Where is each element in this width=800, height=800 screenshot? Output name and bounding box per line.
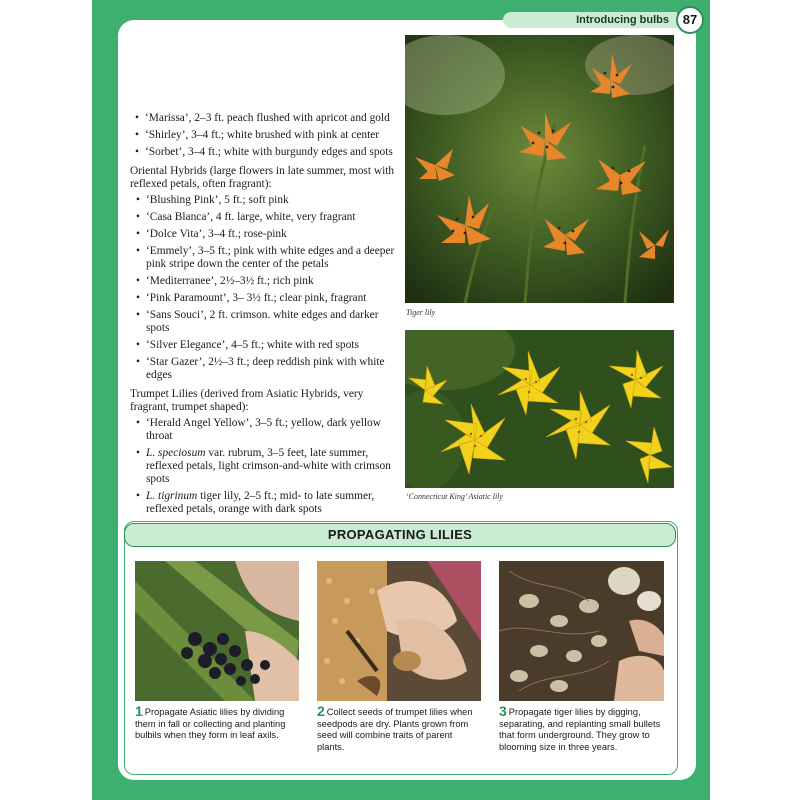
step-description: Propagate tiger lilies by digging, separating, and replanting small bullets that form underground. They grow to blooming size in three years. xyxy=(499,707,661,752)
tiger-lily-photo xyxy=(405,35,674,303)
bulblets-illustration xyxy=(499,561,664,701)
list-item: • ‘Marissa’, 2–3 ft. peach flushed with apricot and gold xyxy=(130,112,398,125)
trumpet-lilies-heading: Trumpet Lilies (derived from Asiatic Hybrids, very fragrant, trumpet shaped): xyxy=(130,388,364,413)
list-item: • ‘Star Gazer’, 2½–3 ft.; deep reddish pink with white edges xyxy=(130,356,398,382)
asiatic-lily-illustration xyxy=(405,330,674,488)
trumpet-cultivar-list xyxy=(130,417,398,516)
list-item: • ‘Shirley’, 3–4 ft.; white brushed with pink at center xyxy=(130,129,398,142)
list-item xyxy=(130,447,398,486)
step-number: 2 xyxy=(317,703,325,719)
oriental-hybrids-heading: Oriental Hybrids (large flowers in late summer, most with reflexed petals, often fragrant): xyxy=(130,165,395,190)
tiger-lily-illustration xyxy=(405,35,674,303)
species-description: tiger lily, 2–5 ft.; mid- to late summer, reflexed petals, orange with dark spots xyxy=(146,490,375,515)
list-item: • ‘Blushing Pink’, 5 ft.; soft pink xyxy=(130,194,398,207)
step-1-photo xyxy=(135,561,299,701)
step-2-text xyxy=(317,703,477,753)
list-item: • ‘Herald Angel Yellow’, 3–5 ft.; yellow, dark yellow throat xyxy=(130,417,398,443)
oriental-cultivar-list xyxy=(130,194,398,382)
step-description: Propagate Asiatic lilies by dividing them in fall or collecting and planting bulbils when they form in leaf axils. xyxy=(135,707,286,740)
list-item xyxy=(130,490,398,516)
step-3-text xyxy=(499,703,664,753)
list-item: • ‘Mediterranee’, 2½–3½ ft.; rich pink xyxy=(130,275,398,288)
step-number: 3 xyxy=(499,703,507,719)
tiger-lily-caption: Tiger lily xyxy=(406,308,436,317)
list-item: • ‘Emmely’, 3–5 ft.; pink with white edges and a deeper pink stripe down the center of the petals xyxy=(130,245,398,271)
asiatic-lily-caption: ‘Connecticut King’ Asiatic lily xyxy=(406,492,503,501)
step-description: Collect seeds of trumpet lilies when seedpods are dry. Plants grown from seed will combine traits of parent plants. xyxy=(317,707,473,752)
step-3-photo xyxy=(499,561,664,701)
list-item: • ‘Pink Paramount’, 3– 3½ ft.; clear pink, fragrant xyxy=(130,292,398,305)
seedpods-illustration xyxy=(317,561,481,701)
step-2-photo xyxy=(317,561,481,701)
list-item: • ‘Sans Souci’, 2 ft. crimson. white edges and darker spots xyxy=(130,309,398,335)
propagating-lilies-title: PROPAGATING LILIES xyxy=(124,523,676,547)
list-item: • ‘Dolce Vita’, 3–4 ft.; rose-pink xyxy=(130,228,398,241)
bulbils-illustration xyxy=(135,561,299,701)
step-1-text xyxy=(135,703,295,742)
step-number: 1 xyxy=(135,703,143,719)
species-description: var. rubrum, 3–5 feet, late summer, reflexed petals, light crimson-and-white with crimson spots xyxy=(146,447,391,485)
page-number: 87 xyxy=(676,6,704,34)
section-header: Introducing bulbs xyxy=(503,12,677,28)
lily-list-column xyxy=(130,112,398,520)
list-item: • ‘Silver Elegance’, 4–5 ft.; white with red spots xyxy=(130,339,398,352)
species-name: L. tigrinum xyxy=(146,490,198,502)
species-name: L. speciosum xyxy=(146,447,206,459)
list-item: • ‘Sorbet’, 3–4 ft.; white with burgundy edges and spots xyxy=(130,146,398,159)
asiatic-cultivar-list xyxy=(130,112,398,159)
list-item: • ‘Casa Blanca’, 4 ft. large, white, very fragrant xyxy=(130,211,398,224)
connecticut-king-photo xyxy=(405,330,674,488)
